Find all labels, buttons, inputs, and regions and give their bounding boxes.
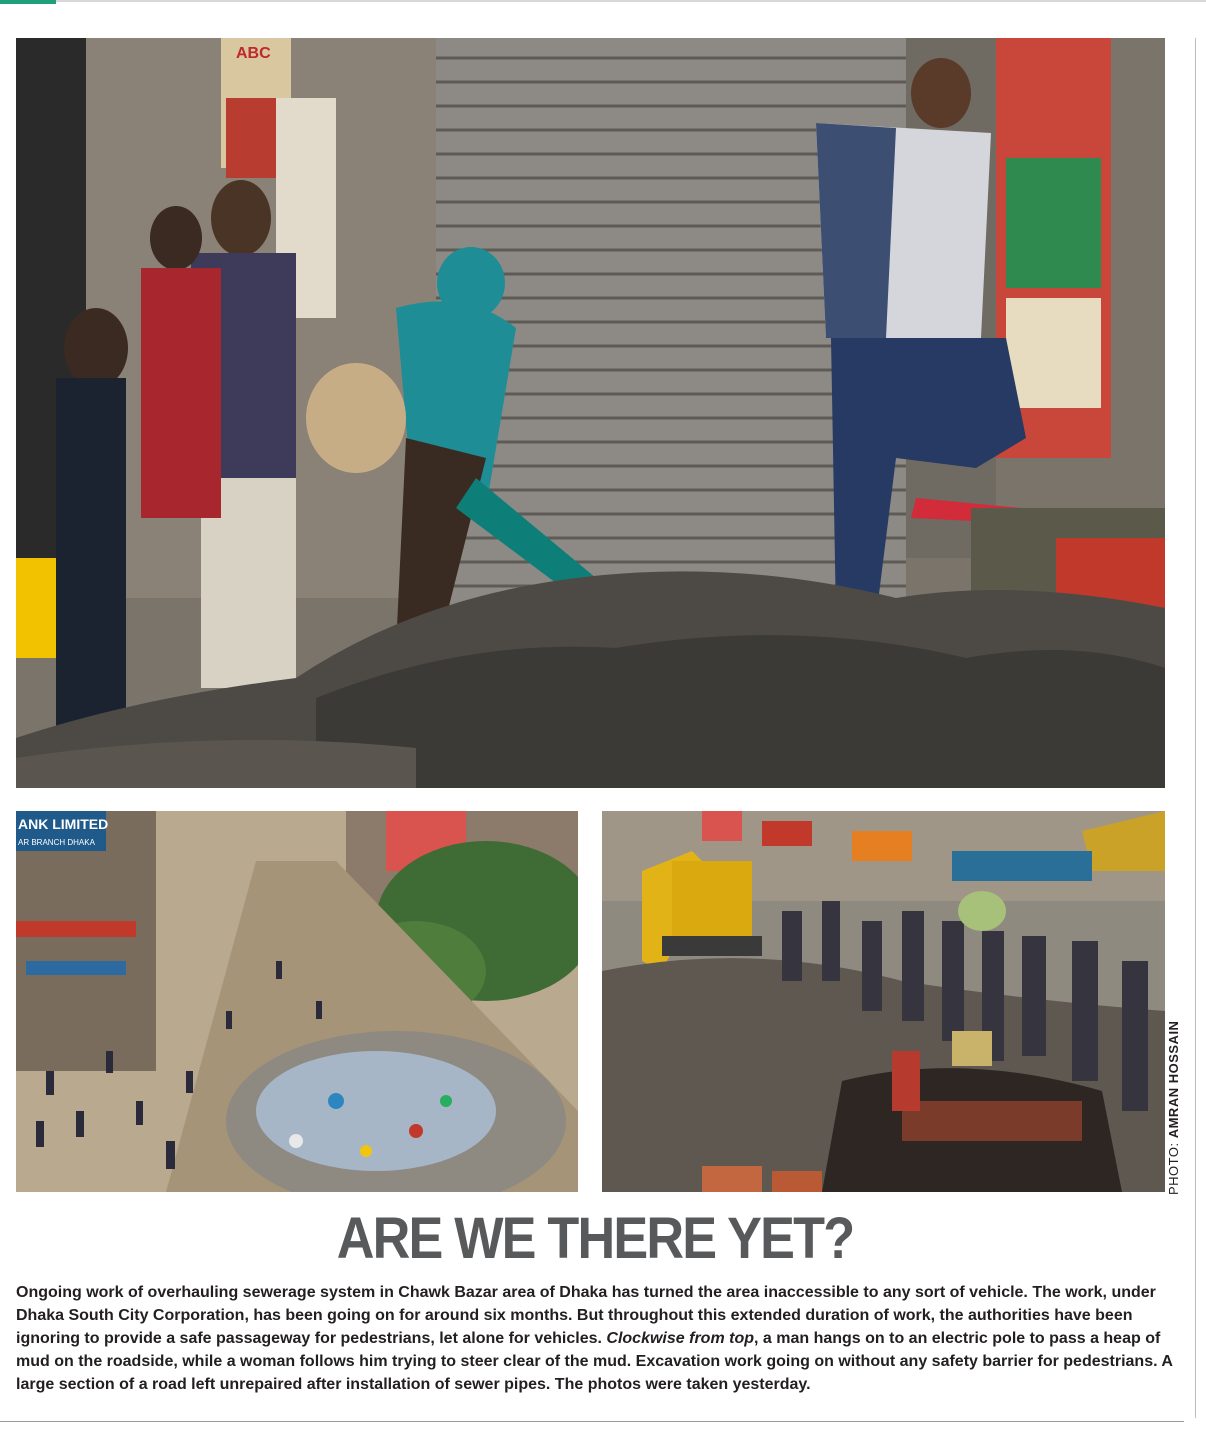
photo-bottom-right-excavation — [602, 811, 1165, 1192]
photo-caption — [16, 1281, 1176, 1396]
headline: ARE WE THERE YET? — [336, 1206, 854, 1271]
top-rule — [0, 0, 1206, 2]
photo-right-illustration — [602, 811, 1165, 1192]
photo-bottom-left-unrepaired-road — [16, 811, 578, 1192]
photo-credit-prefix: PHOTO: — [1166, 1138, 1181, 1195]
section-tab — [0, 0, 56, 4]
bottom-rule — [0, 1421, 1184, 1422]
caption-part-1: Ongoing work of overhauling sewerage system in Chawk Bazar area of Dhaka has turned the area inaccessible to any sort of vehicle. The work, under Dhaka South City Corporation, has been going on for around six months. But throughout this extended duration of work, the authorities have been ignoring to provide a safe passageway for pedestrians, let alone for vehicles. — [16, 1284, 1156, 1347]
bank-sign-subtext: AR BRANCH DHAKA — [18, 838, 95, 847]
photo-top-illustration — [16, 38, 1165, 788]
photo-credit-name: AMRAN HOSSAIN — [1166, 1020, 1181, 1139]
photo-credit — [1163, 1005, 1185, 1195]
column-rule — [1195, 38, 1196, 1418]
poster-text: ABC — [236, 45, 271, 62]
bank-sign-text: ANK LIMITED — [18, 816, 109, 832]
photo-left-illustration — [16, 811, 578, 1192]
caption-part-2: , a man hangs on to an electric pole to pass a heap of mud on the roadside, while a woman follows him trying to steer clear of the mud. Excavation work going on without any safety barrier for pedestrians. A large section of a road left unrepaired after installation of sewer pipes. The photos were taken yesterday. — [16, 1330, 1173, 1393]
caption-italic-phrase: Clockwise from top — [606, 1330, 754, 1347]
photo-top-mud-crossing — [16, 38, 1165, 788]
